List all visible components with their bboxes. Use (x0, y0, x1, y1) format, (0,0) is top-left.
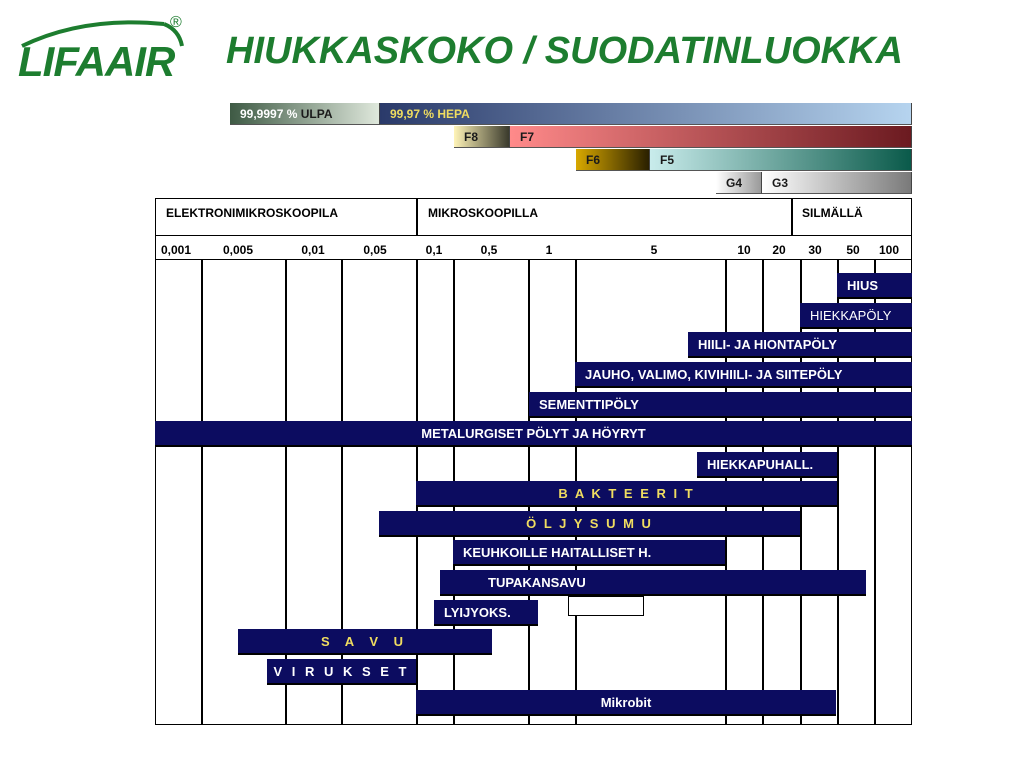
tick-label: 0,5 (480, 243, 498, 257)
particle-bar-keuhkoille: KEUHKOILLE HAITALLISET H. (453, 540, 725, 566)
particle-bar-lyijy: LYIJYOKS. (434, 600, 538, 626)
tick-label: 1 (545, 243, 553, 257)
lifaair-logo (14, 12, 194, 85)
tick-label: 30 (808, 243, 822, 257)
particle-bar-mikrobit: Mikrobit (416, 690, 836, 716)
particle-bar-tupakansavu: TUPAKANSAVU (440, 570, 866, 596)
tick-label: 50 (846, 243, 860, 257)
particle-bar-hiekkapuhall: HIEKKAPUHALL. (697, 452, 837, 478)
filter-bar-f5: F5 (650, 149, 912, 171)
particle-bar-jauho: JAUHO, VALIMO, KIVIHIILI- JA SIITEPÖLY (575, 362, 912, 388)
page-title: HIUKKASKOKO / SUODATINLUOKKA (226, 30, 903, 72)
section-eye: SILMÄLLÄ (802, 206, 863, 220)
grid-line (201, 260, 203, 725)
filter-bar-hepa: 99,97 % HEPA (380, 103, 912, 125)
tick-label: 0,005 (222, 243, 254, 257)
filter-bar-f8: F8 (454, 126, 510, 148)
tick-label: 0,05 (363, 243, 387, 257)
tick-label: 0,1 (425, 243, 443, 257)
filter-bar-ulpa (230, 103, 380, 125)
particle-bar-metallurgiset: METALURGISET PÖLYT JA HÖYRYT (155, 421, 912, 447)
tick-label: 20 (772, 243, 786, 257)
particle-bar-savu: S A V U (238, 629, 492, 655)
particle-bar-hiili: HIILI- JA HIONTAPÖLY (688, 332, 912, 358)
grid-line (285, 260, 287, 725)
registered-mark: ® (170, 14, 182, 31)
grid-line (874, 260, 876, 725)
particle-bar-virukset: V I R U K S E T (267, 659, 416, 685)
grid-line (837, 260, 839, 725)
particle-bar-hius: HIUS (837, 273, 912, 299)
particle-bar-hiekkapoly: HIEKKAPÖLY (800, 303, 912, 329)
tick-label: 100 (878, 243, 900, 257)
particle-bar-bakteerit: B A K T E E R I T (416, 481, 837, 507)
tick-label: 0,001 (160, 243, 192, 257)
filter-bar-f6: F6 (576, 149, 650, 171)
section-electron: ELEKTRONIMIKROSKOOPILA (166, 206, 339, 220)
tick-label: 10 (737, 243, 751, 257)
filter-bar-g4: G4 (716, 172, 762, 194)
ulpa-label: ULPA (300, 107, 333, 121)
tick-label: 0,01 (301, 243, 325, 257)
tick-label: 5 (650, 243, 658, 257)
filter-bar-g3: G3 (762, 172, 912, 194)
section-micro: MIKROSKOOPILLA (428, 206, 538, 220)
particle-bar-oljysumu: Ö L J Y S U M U (379, 511, 800, 537)
filter-bar-f7: F7 (510, 126, 912, 148)
grid-line (341, 260, 343, 725)
ulpa-percent: 99,9997 % (240, 107, 298, 121)
logo-text: LIFAAIR (18, 38, 175, 85)
section-divider (416, 198, 418, 236)
empty-box (568, 596, 644, 616)
section-divider (791, 198, 793, 236)
particle-bar-sementti: SEMENTTIPÖLY (529, 392, 912, 418)
